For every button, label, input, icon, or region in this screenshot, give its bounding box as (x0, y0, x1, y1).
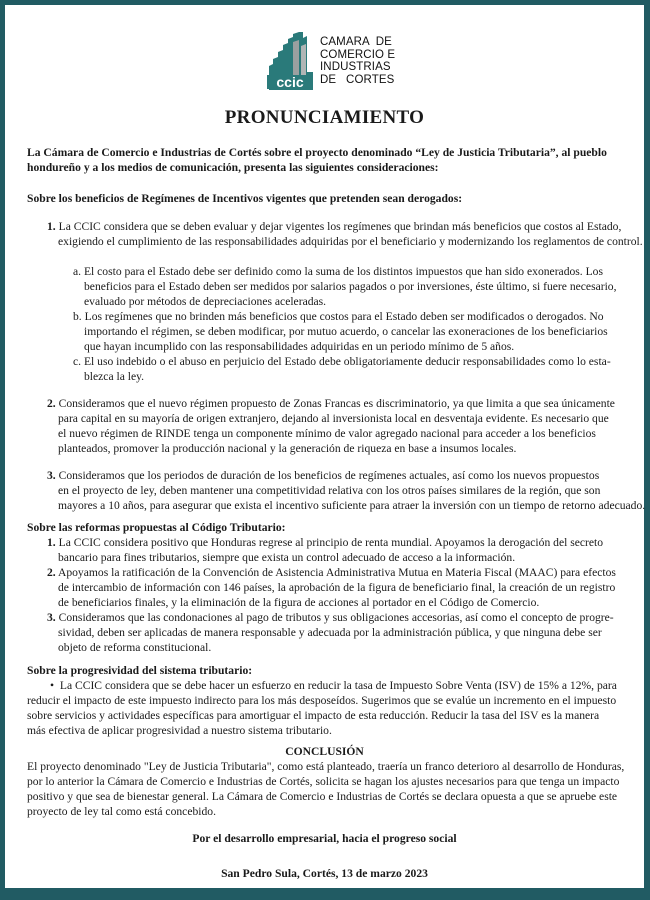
bullet-item: • La CCIC considera que se debe hacer un esfuerzo en reducir la tasa de Impuesto Sobre Venta (ISV) de 15% a 12%, para (50, 679, 617, 692)
list-item-cont: en el proyecto de ley, deben mantener una competitividad relativa con los otros países similares de la región, que son (58, 484, 601, 497)
sub-item: a. El costo para el Estado debe ser definido como la suma de los distintos impuestos que han sido exonerados. Los (73, 265, 603, 278)
list-item: 3. Consideramos que las condonaciones al pago de tributos y sus obligaciones accesorias, así como el concepto de progre- (47, 611, 614, 624)
list-item: 3. Consideramos que los periodos de duración de los beneficios de regímenes actuales, así como los nuevos propuestos (47, 469, 600, 482)
svg-text:ccic: ccic (276, 74, 304, 90)
list-item-cont: de beneficiarios finales, y la eliminación de la figura de acciones al portador en el Código de Comercio. (58, 596, 540, 609)
sub-item-cont: que hayan incumplido con las responsabilidades adquiridas en un periodo mínimo de 5 años. (84, 340, 515, 353)
list-item: 2. Consideramos que el nuevo régimen propuesto de Zonas Francas es discriminatorio, ya que limita a que sea únicamente (47, 397, 615, 410)
paragraph-line: El proyecto denominado "Ley de Justicia Tributaria", como está planteado, traería un franco deterioro al desarrollo de Honduras, (27, 760, 625, 773)
motto: Por el desarrollo empresarial, hacia el progreso social (192, 832, 457, 845)
paragraph-line: positivo y que sea de bienestar general. La Cámara de Comercio e Industrias de Cortés se declara opuesta a que se apruebe este (27, 790, 618, 803)
list-item: 2. Apoyamos la ratificación de la Convención de Asistencia Administrativa Mutua en Materia Fiscal (MAAC) para efectos (47, 566, 616, 579)
paragraph-line: por lo anterior la Cámara de Comercio e Industrias de Cortés, solicita se hagan los ajustes necesarios para que tenga un impacto (27, 775, 620, 788)
list-item: 1. La CCIC considera positivo que Honduras regrese al principio de renta mundial. Apoyamos la derogación del secreto (47, 536, 604, 549)
ccic-logo (263, 32, 403, 90)
document-page (5, 5, 644, 888)
list-item: 1. La CCIC considera que se deben evaluar y dejar vigentes los regímenes que brindan más beneficios que costos al Estado, (47, 220, 622, 233)
factory-gear-logo-icon (263, 32, 319, 90)
list-item-cont: de intercambio de información con 146 países, la aprobación de la figura de beneficiario final, la creación de un registro (58, 581, 616, 594)
sub-item-cont: evaluado por métodos de depreciaciones aceleradas. (84, 295, 327, 308)
list-item-cont: objeto de reforma constitucional. (58, 641, 212, 654)
paragraph-line: proyecto de ley tal como está concebido. (27, 805, 216, 818)
sub-item: c. El uso indebido o el abuso en perjuicio del Estado debe obligatoriamente deducir responsabilidades como lo esta- (73, 355, 611, 368)
section-heading-tax-code: Sobre las reformas propuestas al Código Tributario: (27, 521, 286, 534)
section-heading-progressivity: Sobre la progresividad del sistema tributario: (27, 664, 253, 677)
sub-item-cont: importando el régimen, se deben modificar, por mutuo acuerdo, o cancelar las exoneraciones de los beneficiarios (84, 325, 608, 338)
list-item-cont: bancario para fines tributarios, siempre que exista un control adecuado de acceso a la información. (58, 551, 516, 564)
intro-line: La Cámara de Comercio e Industrias de Cortés sobre el proyecto denominado “Ley de Justicia Tributaria”, al pueblo (27, 146, 607, 159)
section-heading-incentives: Sobre los beneficios de Regímenes de Incentivos vigentes que pretenden sean derogados: (27, 192, 463, 205)
bullet-icon: • (50, 679, 55, 692)
logo-wordmark: CAMARA DE COMERCIO E INDUSTRIAS DE CORTES (320, 36, 396, 86)
sub-item-cont: blezca la ley. (84, 370, 145, 383)
list-item-cont: sividad, deben ser aplicadas de manera responsable y adecuada por la administración pública, y que ninguna debe ser (58, 626, 602, 639)
paragraph-line: más efectiva de aplicar progresividad a nuestro sistema tributario. (27, 724, 332, 737)
intro-line: hondureño y a los medios de comunicación, presenta las siguientes consideraciones: (27, 161, 439, 174)
conclusion-heading: CONCLUSIÓN (285, 745, 364, 758)
place-date: San Pedro Sula, Cortés, 13 de marzo 2023 (221, 867, 428, 880)
sub-item-cont: beneficios para el Estado deben ser medidos por salarios pagados o por inversiones, éste último, si fuere necesario, (84, 280, 617, 293)
list-item-cont: exigiendo el cumplimiento de las responsabilidades adquiridas por el beneficiario y modernizando los reglamentos de control. (58, 235, 643, 248)
sub-item: b. Los regímenes que no brinden más beneficios que costos para el Estado deben ser modificados o derogados. No (73, 310, 604, 323)
paragraph-line: sobre servicios y actividades específicas para amortiguar el impacto de esta reducción. Reducir la tasa del ISV es la manera (27, 709, 600, 722)
list-item-cont: para capital en su mayoría de origen extranjero, dejando al inversionista local en desventaja evidente. Es necesario que (58, 412, 609, 425)
list-item-cont: planteados, promover la producción nacional y la generación de riqueza en base a insumos locales. (58, 442, 517, 455)
page-title: PRONUNCIAMIENTO (224, 107, 425, 128)
list-item-cont: mayores a 10 años, para asegurar que exista el incentivo suficiente para atraer la inversión con un tiempo de retorno adecuado. (58, 499, 646, 512)
paragraph-line: reducir el impacto de este impuesto indirecto para los más desposeídos. Sugerimos que se evalúe un incremento en el impuesto (27, 694, 617, 707)
list-item-cont: el nuevo régimen de RINDE tenga un componente mínimo de valor agregado nacional para acceder a los beneficios (58, 427, 596, 440)
